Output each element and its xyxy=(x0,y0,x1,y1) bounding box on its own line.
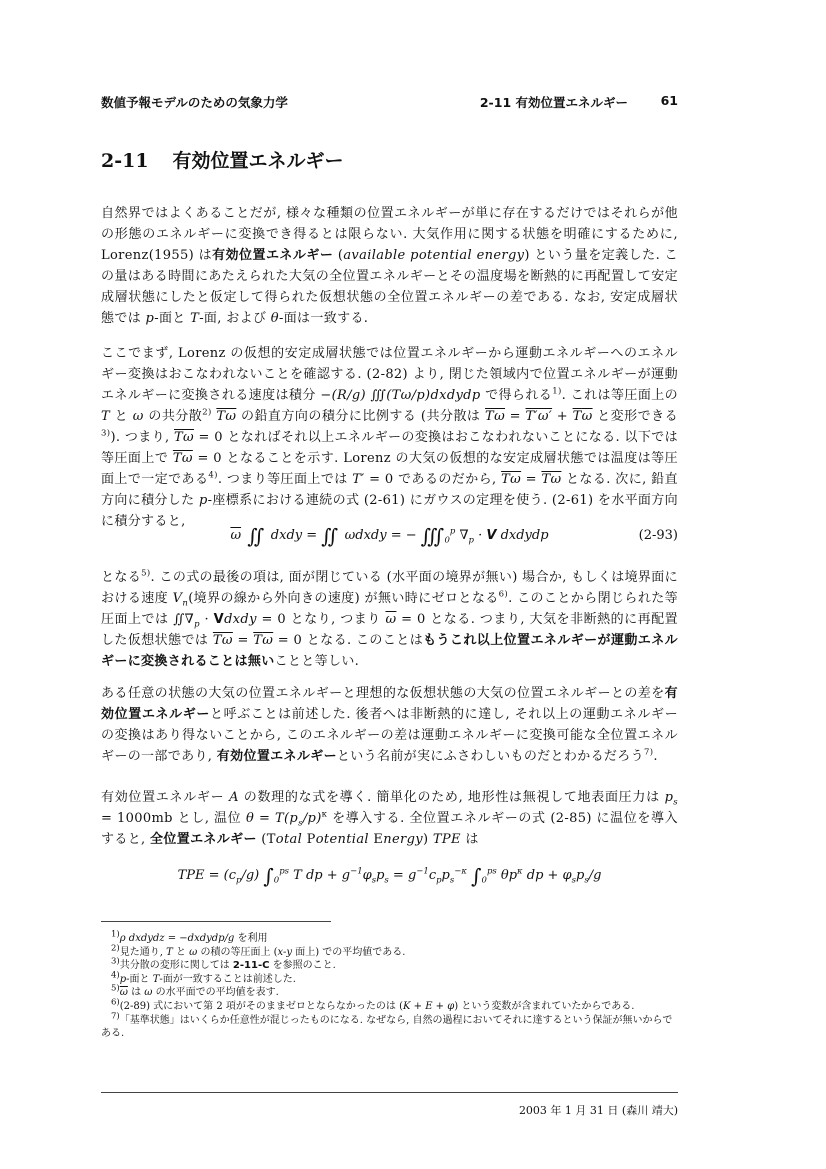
text-segment: ∇ xyxy=(455,528,469,543)
paragraph-2 xyxy=(101,343,678,532)
text-segment: T xyxy=(101,409,111,424)
text-segment: p xyxy=(468,535,474,546)
footnotes xyxy=(101,929,678,1041)
text-segment: p xyxy=(376,868,385,883)
text-segment: p xyxy=(436,875,442,886)
text-segment: ωdxdy = − xyxy=(344,528,421,543)
text-segment: $\overline{\omega}$ xyxy=(385,612,397,627)
text-segment: 0 xyxy=(481,875,487,886)
text-segment: p xyxy=(449,526,456,537)
text-segment: ps xyxy=(486,866,497,877)
text-segment: (T xyxy=(256,832,276,847)
text-segment: p xyxy=(576,868,585,883)
text-segment: p xyxy=(199,493,208,508)
paragraph-1 xyxy=(101,203,678,329)
text-segment: . xyxy=(653,749,658,764)
paragraph-4 xyxy=(101,683,678,767)
page-number: 61 xyxy=(660,93,678,108)
text-segment: V xyxy=(213,612,225,627)
text-segment: θ = T(p xyxy=(246,811,299,826)
footnote-marker: 2) xyxy=(111,943,120,954)
text-segment: 0 xyxy=(273,875,280,886)
text-segment: c xyxy=(428,868,437,883)
text-segment: p xyxy=(441,868,450,883)
text-segment: V xyxy=(172,591,183,606)
text-segment: $\overline{\omega}$ xyxy=(119,987,128,999)
text-segment: ). つまり, xyxy=(110,430,175,445)
section-title-text: 有効位置エネルギー xyxy=(172,150,344,172)
text-segment: · xyxy=(199,612,214,627)
header-section: 2-11 有効位置エネルギー xyxy=(479,95,628,110)
text-segment: $\overline{T\omega}$ xyxy=(216,409,237,424)
text-segment: s xyxy=(673,797,679,808)
text-segment: = xyxy=(505,409,526,424)
text-segment: -面, および xyxy=(199,311,271,326)
text-segment: otal xyxy=(275,832,307,847)
text-segment: ∬ xyxy=(321,524,345,548)
equation-2-93-body xyxy=(230,524,549,548)
text-segment: $\overline{T\omega}$ xyxy=(485,409,506,424)
text-segment: -面が一致することは前述した. xyxy=(159,973,296,985)
text-segment: dp + φ xyxy=(522,868,572,883)
text-segment: . これは等圧面上の xyxy=(561,388,679,403)
text-segment: dxdy xyxy=(224,612,257,627)
text-segment: を導入する. 全位置エネルギーの式 (2-85) に温位を導入すると, xyxy=(101,811,678,847)
text-segment: を参照のこと. xyxy=(269,960,336,972)
text-segment: φ xyxy=(362,868,372,883)
text-segment: /g xyxy=(588,868,602,883)
text-segment: T xyxy=(166,946,173,958)
text-segment: の積の等圧面上 ( xyxy=(197,946,278,958)
text-segment: ω xyxy=(189,946,198,958)
text-segment: p xyxy=(664,790,674,805)
text-segment: 「基準状態」はいくらか任意性が混じったものになる. なぜなら, 自然の過程においてそれに達するという保証が無いからである. xyxy=(101,1014,673,1040)
text-segment: の共分散 xyxy=(143,409,203,424)
text-segment: s xyxy=(449,875,455,886)
footnote-marker: 4) xyxy=(111,970,120,981)
text-segment: T xyxy=(190,311,200,326)
text-segment: θ xyxy=(270,311,279,326)
footnote-marker: 6) xyxy=(111,997,120,1008)
text-segment: (境界の線から外向きの速度) が無い時にゼロとなる xyxy=(188,591,499,606)
text-segment: で得られる xyxy=(480,388,553,403)
text-segment: $\overline{T\omega}$ xyxy=(172,451,193,466)
text-segment: = (c xyxy=(204,868,236,883)
section-number: 2-11 xyxy=(101,150,149,172)
text-segment: K + E + φ xyxy=(402,1000,455,1012)
text-segment: = 0 となる. このことは xyxy=(273,633,424,648)
footnote-rule xyxy=(101,921,331,922)
text-segment: −1 xyxy=(416,866,429,877)
text-segment: /p) xyxy=(302,811,322,826)
text-segment: 自然界ではよくあることだが, 様々な種類の位置エネルギーが単に存在するだけではそれらが他の形態のエネルギーに変換でき得るとは限らない. 大気作用に関する状態を明確にするために, Lorenz(1955) は xyxy=(101,206,678,263)
text-segment: ω xyxy=(132,409,144,424)
text-segment: と xyxy=(110,409,133,424)
text-segment: ρ dxdydz = −dxdydp/g xyxy=(119,933,235,944)
text-segment: となる xyxy=(101,570,142,585)
text-segment: ∭ xyxy=(420,524,445,548)
text-segment: ( xyxy=(333,248,344,263)
equation-2-93 xyxy=(101,524,678,548)
footnote-marker: 5) xyxy=(141,568,151,579)
text-segment: = xyxy=(232,633,254,648)
text-segment: . つまり等圧面上では xyxy=(217,472,353,487)
footnote-marker: 5) xyxy=(111,984,120,995)
text-segment: の水平面での平均値を表す. xyxy=(152,987,279,999)
text-segment: x-y xyxy=(277,946,293,958)
text-segment: p xyxy=(119,973,127,985)
text-segment: もうこれ以上位置エネルギーが運動エネルギーに変換されることは無い xyxy=(101,633,678,669)
section-title xyxy=(101,146,678,173)
text-segment: E xyxy=(373,832,384,847)
text-segment: s xyxy=(384,875,389,886)
text-segment: nergy xyxy=(383,832,423,847)
text-segment: TPE xyxy=(432,832,461,847)
footnote-marker: 1) xyxy=(111,929,120,940)
footnote-6 xyxy=(101,997,678,1014)
text-segment: T′ xyxy=(352,472,365,487)
footnote-2 xyxy=(101,943,678,960)
text-segment: s xyxy=(371,875,377,886)
text-segment: κ xyxy=(321,809,328,820)
text-segment: n xyxy=(182,598,189,609)
text-segment: $\overline{T}$ xyxy=(541,472,551,487)
text-segment: ∫ xyxy=(263,864,274,888)
text-segment: と xyxy=(172,946,190,958)
text-segment: p xyxy=(194,619,200,630)
text-segment: s xyxy=(571,875,577,886)
text-segment: ω xyxy=(144,987,153,999)
text-segment: ps xyxy=(279,866,290,877)
text-segment: −1 xyxy=(350,866,363,877)
footer-rule xyxy=(101,1092,678,1093)
footnote-4 xyxy=(101,970,678,987)
footnote-marker: 7) xyxy=(643,747,654,758)
text-segment: −κ xyxy=(454,866,467,877)
footnote-3 xyxy=(101,956,678,973)
footnote-marker: 6) xyxy=(498,589,509,600)
text-segment: = 1000mb とし, 温位 xyxy=(101,811,247,826)
text-segment: = 0 であるのだから, xyxy=(364,472,502,487)
text-segment: 有効位置エネルギー xyxy=(101,686,678,722)
footer-date-author: 2003 年 1 月 31 日 (森川 靖大) xyxy=(518,1104,678,1117)
text-segment: -面と xyxy=(126,973,153,985)
text-segment: p xyxy=(236,875,242,886)
text-segment: ある任意の状態の大気の位置エネルギーと理想的な仮想状態の大気の位置エネルギーとの差を xyxy=(101,686,665,701)
footnote-marker: 3) xyxy=(111,956,120,967)
text-segment: 2-11-C xyxy=(232,960,270,972)
text-segment: ∬ xyxy=(241,524,271,548)
text-segment: 有効位置エネルギー xyxy=(101,790,230,805)
text-segment: 0 xyxy=(444,535,450,546)
text-segment: −(R/g) ∭(Tω/p)dxdydp xyxy=(320,388,481,403)
text-segment: と呼ぶことは前述した. 後者へは非断熱的に達し, それ以上の運動エネルギーの変換はあり得ないことから, このエネルギーの差は運動エネルギーに変換可能な全位置エネルギーの一部であり, xyxy=(101,707,678,764)
text-segment: dxdydp xyxy=(496,528,549,543)
text-segment: ) xyxy=(422,832,433,847)
text-segment: と変形できる xyxy=(592,409,678,424)
text-segment: ∬∇ xyxy=(173,612,195,627)
book-title: 数値予報モデルのための気象力学 xyxy=(101,95,288,110)
text-segment: 共分散の変形に関しては xyxy=(119,960,233,972)
text-segment: = 0 となる. つまり, 大気を非断熱的に再配置した仮想状態では xyxy=(101,612,679,648)
text-segment: は xyxy=(460,832,479,847)
text-segment: ここでまず, Lorenz の仮想的安定成層状態では位置エネルギーから運動エネルギーへのエネルギー変換はおこなわれないことを確認する. (2-82) より, 閉じた領域内で位置エネルギーが運動エネルギーに変換される速度は積分 xyxy=(101,346,678,403)
text-segment: available potential energy xyxy=(343,248,525,263)
text-segment: = 0 となればそれ以上エネルギーの変換はおこなわれないことになる. 以下では等圧面上で xyxy=(101,430,679,466)
text-segment: 有効位置エネルギー xyxy=(216,749,337,764)
text-segment: という名前が実にふさわしいものだとわかるだろう xyxy=(336,749,644,764)
text-segment: -座標系における連続の式 (2-61) にガウスの定理を使う. (2-61) を水平面方向に積分すると, xyxy=(101,493,678,529)
footnote-marker: 3) xyxy=(101,428,111,439)
equation-number: (2-93) xyxy=(638,528,678,543)
text-segment: TPE xyxy=(177,868,205,883)
text-segment: -面と xyxy=(154,311,191,326)
text-segment: κ xyxy=(517,866,523,877)
text-segment: $\overline{\omega}$ xyxy=(550,472,562,487)
text-segment: = 0 となり, つまり xyxy=(256,612,386,627)
text-segment: ことと等しい. xyxy=(274,654,360,669)
text-segment: $\overline{\omega}$ xyxy=(581,409,593,424)
text-segment: = xyxy=(521,472,542,487)
text-segment: となる. 次に, 鉛直方向に積分した xyxy=(101,472,678,508)
text-segment: p xyxy=(145,311,155,326)
text-segment: T dp + g xyxy=(289,868,351,883)
footnote-5 xyxy=(101,986,678,1000)
text-segment: V xyxy=(486,528,497,543)
text-segment: 面上) での平均値である. xyxy=(292,946,406,958)
equation-tpe xyxy=(101,864,678,888)
text-segment: = g xyxy=(388,868,417,883)
text-segment: $\overline{T}$ xyxy=(253,633,263,648)
text-segment: は xyxy=(127,987,145,999)
text-segment: (2-89) 式において第 2 項がそのままゼロとならなかったのは ( xyxy=(119,1000,403,1012)
footnote-marker: 4) xyxy=(208,470,218,481)
text-segment: otential xyxy=(315,832,374,847)
footnote-7 xyxy=(101,1011,678,1041)
text-segment: ) という変数が含まれていたからである. xyxy=(454,1000,635,1012)
text-segment: を利用 xyxy=(234,933,268,944)
text-segment: $\overline{T\omega}$ xyxy=(501,472,522,487)
paragraph-5 xyxy=(101,787,678,850)
text-segment: A xyxy=(229,790,239,805)
text-segment: /g) xyxy=(241,868,264,883)
footnote-marker: 2) xyxy=(202,407,212,418)
text-segment: $\overline{T\omega}$ xyxy=(212,633,233,648)
text-segment: θp xyxy=(496,868,518,883)
text-segment: . このことから閉じられた等圧面上では xyxy=(101,591,679,627)
footnote-1 xyxy=(101,929,678,946)
text-segment: s xyxy=(584,875,589,886)
footnote-marker: 7) xyxy=(111,1011,120,1022)
text-segment: dxdy = xyxy=(270,528,322,543)
text-segment: ) という量を定義した. この量はある時間にあたえられた大気の全位置エネルギーとその温度場を断熱的に再配置して安定成層状態にしたと仮定して得られた仮想状態の全位置エネルギーの差である. なお, 安定成層状態では xyxy=(101,248,678,326)
text-segment: P xyxy=(306,832,316,847)
text-segment: $\overline{\omega}$ xyxy=(262,633,274,648)
text-segment: ∫ xyxy=(471,864,482,888)
text-segment: の鉛直方向の積分に比例する (共分散は xyxy=(236,409,486,424)
text-segment: T xyxy=(152,973,160,985)
paragraph-3 xyxy=(101,567,678,672)
text-segment: 有効位置エネルギー xyxy=(212,248,334,263)
text-segment: $\overline{T\omega}$ xyxy=(174,430,194,445)
text-segment: = 0 となることを示す. Lorenz の大気の仮想的な安定成層状態では温度は等圧面上で一定である xyxy=(101,451,678,487)
text-segment: 見た通り, xyxy=(119,946,167,958)
text-segment: T′ω′ xyxy=(525,409,553,424)
footnote-marker: 1) xyxy=(552,386,562,397)
text-segment: $\overline{T}$ xyxy=(572,409,582,424)
text-segment: -面は一致する. xyxy=(278,311,369,326)
text-segment: 全位置エネルギー xyxy=(150,832,257,847)
text-segment: $\overline{\omega}$ xyxy=(230,528,242,543)
text-segment: + xyxy=(552,409,573,424)
text-segment: · xyxy=(473,528,487,543)
text-segment: . この式の最後の項は, 面が閉じている (水平面の境界が無い) 場合か, もしくは境界面における速度 xyxy=(101,570,678,606)
text-segment: の数理的な式を導く. 簡単化のため, 地形性は無視して地表面圧力は xyxy=(238,790,665,805)
text-segment: s xyxy=(298,818,303,829)
